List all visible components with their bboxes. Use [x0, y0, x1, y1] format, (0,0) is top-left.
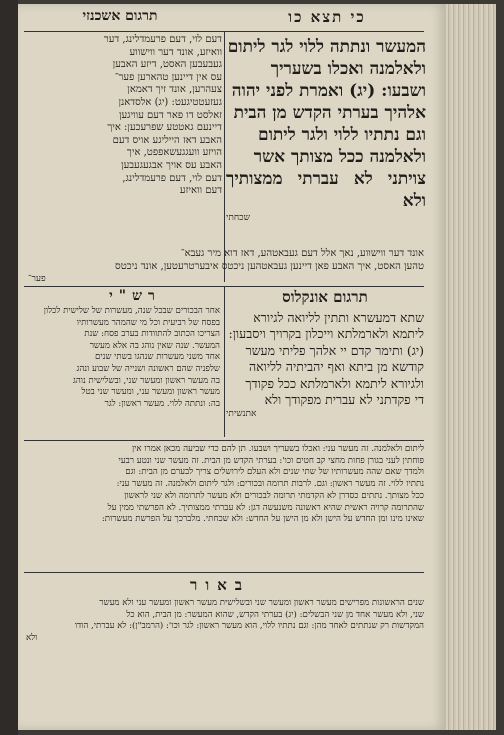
onkelos-line: די פקדתני לא עברית מפקודך ולא	[264, 392, 424, 408]
main-text-line: ולאלמנה ככל מצותך אשר	[253, 147, 426, 167]
ashkenazi-line: צעהרען, אונד זיך דאמאן	[127, 84, 222, 96]
biur-line: ולא	[26, 632, 38, 643]
ashkenazi-translation-header: תרגום אשכנזי	[82, 8, 158, 24]
ashkenazi-line: געזעטטיגעט: (יג) אלסדאנן	[118, 96, 222, 108]
page-edges	[446, 4, 496, 730]
ashkenazi-line: דיינעם גאטטע שפרעכען: איך	[107, 122, 222, 134]
rashi-line: הצריכו הכתוב להתוודות בערב פסח: שנת	[84, 329, 220, 340]
main-text-line: אלהיך בערתי הקדש מן הבית	[233, 103, 426, 123]
column-divider	[224, 287, 225, 437]
catchword: שכחתי	[226, 213, 250, 223]
rashi-line: שאינו מינו ומן החדש על הישן ולא מן הישן על החדש: ולא שכחתי. מלברכך על הפרשת מעשרות:	[101, 514, 424, 525]
rashi-line: שלפניה שהם ראשונה ושנייה של שבוע ונהג	[76, 363, 220, 374]
main-text-block	[226, 36, 426, 224]
rashi-line: שהתרומה קרויה ראשית שהיא ראשונה משנעשה דגן: לא עברתי ממצותיך. לא הפרשתי ממין על	[107, 502, 424, 513]
ashkenazi-line: האבע עס אויך אבגעגעבען	[121, 159, 222, 171]
column-divider	[224, 32, 225, 282]
ashkenazi-continuation	[28, 248, 424, 286]
catchword: אתנשיתי	[226, 409, 257, 420]
biur-line: המקדשות רק שנתתים לאחד מהן: וגם נתתיו ללוי, הוא מעשר ראשון: לגר וכו': (הרמב"ן): לא עברתי, הודו	[74, 621, 424, 632]
main-text-line: המעשר ונתתה ללוי לגר ליתום	[227, 37, 426, 57]
rashi-text	[22, 306, 220, 410]
main-text-line: ושבעו: (יג) ואמרת לפני יהוה	[231, 81, 426, 101]
onkelos-line: ולגיורא ליתמא ולארמלתא ככל פקודך	[245, 375, 424, 391]
main-text-line: וגם נתתיו ללוי ולגר ליתום	[257, 125, 426, 145]
rashi-text-full-width	[26, 444, 424, 526]
onkelos-line: קודשא מן ביתא ואף יהביתיה לליואה	[248, 359, 424, 375]
rashi-line: אחר הבכורים שבכל שנה, מעשרות של שלישית לכלון	[43, 306, 220, 316]
ashkenazi-line: טהען האסט, איך האבע פאן דיינען געבאטהען ניכטס איבערטרעטען, אונד ניכטס	[115, 260, 424, 272]
ashkenazi-line: דעם לוי, דעם פרעמדלינג,	[122, 172, 222, 184]
ashkenazi-line: דעם לוי, דעם פרעמדלינג, דער	[103, 34, 222, 45]
ashkenazi-line: הויזע וועגגעשאפפט, איך	[126, 147, 222, 159]
rashi-line: פוחתין לעני בגורן פחות מחצי קב חטים וכו': בערתי הקדש מן הבית. זה מעשר שני ונטע רבעי	[118, 455, 424, 466]
onkelos-text	[226, 310, 424, 420]
main-text-line: צויתני לא עברתי ממצותיך ולא	[226, 169, 426, 211]
section-rule	[24, 572, 424, 573]
ashkenazi-line: זאלסט דו פאר דעם עוויגען	[118, 109, 222, 121]
biur-header: באור	[189, 576, 251, 594]
rashi-header: רש"י	[109, 288, 161, 304]
onkelos-header: תרגום אונקלוס	[282, 288, 368, 306]
onkelos-line: (יג) ותימר קדם יי אלהך פליתי מעשר	[245, 342, 424, 358]
rashi-line: ולמדך שאם שהה מעשרותיו של שתי שנים ולא העלם לירושלים צריך לבערם מן הבית: וגם	[125, 467, 424, 478]
rashi-line: בה: ונתתה ללוי. מעשר ראשון: לגר	[104, 398, 220, 409]
section-rule	[24, 440, 424, 441]
rashi-line: ליתום ולאלמנה. זה מעשר עני: ואכלו בשעריך ושבעו. תן להם כדי שביעה מכאן אמרו אין	[131, 444, 424, 454]
rashi-line: מעשר ראשון ומעשר עני, ומעשר שני בטל	[81, 387, 220, 398]
rashi-line: ככל מצותך. נתתים כסדרן לא הקדמתי תרומה לבכורים ולא מעשר לתרומה ולא שני לראשון	[124, 490, 424, 501]
biur-line: שנים הראשונות מפרישים מעשר ראשון ומעשר שני ובשלישית מעשר ראשון ומעשר עני ולא מעשר	[99, 598, 424, 608]
rashi-line: אחד משני מעשרות שנהגו בשתי שנים	[94, 352, 220, 363]
ashkenazi-line: אונד דער ווישווע, נאך אלל דעם געבאטהע, דאז דוא מיר געבא־	[180, 248, 424, 259]
ashkenazi-translation-text	[22, 34, 222, 198]
main-text-line: ולאלמנה ואכלו בשעריך	[270, 59, 426, 79]
ashkenazi-line: עס אין דיינען טהארען פער־	[114, 71, 222, 83]
biur-text	[26, 598, 424, 644]
catchword: פער־	[28, 274, 46, 285]
biur-line: שני, ולא מעשר אחד מן שני הבשלים: (יג) בערתי הקדש, שהוא המעשר: מן הבית, הוא כל	[126, 609, 424, 620]
onkelos-line: ליתמא ולארמלתא וייכלון בקרויך ויסבעון:	[228, 326, 424, 342]
ashkenazi-line: האבע דאז הייליגע אויס דעם	[112, 134, 222, 146]
running-header: כי תצא כו	[288, 8, 366, 26]
rashi-line: נתתיו ללוי. זה מעשר ראשון: וגם. לרבות תרומה ובכורים: ולגר ליתום ולאלמנה. זה מעשר עני:	[116, 479, 424, 490]
ashkenazi-line: דעם וואיזע	[179, 185, 222, 197]
ashkenazi-line: וואיזע, אונד דער ווישווע	[129, 46, 222, 58]
ashkenazi-line: געבעבען האסט, דיזע האבען	[112, 59, 222, 71]
rashi-line: המעשר. שנה שאין נוהג בה אלא מעשר	[89, 340, 220, 351]
onkelos-line: שתא דמעשרא ותתין לליואה לגיורא	[253, 310, 424, 325]
rashi-line: בפסח של רביעית וכל מי שהמהר מעשרותיו	[76, 317, 220, 328]
rashi-line: בה מעשר ראשון ומעשר שני, ובשלישית נוהג	[73, 375, 220, 386]
book-spine	[0, 0, 18, 735]
